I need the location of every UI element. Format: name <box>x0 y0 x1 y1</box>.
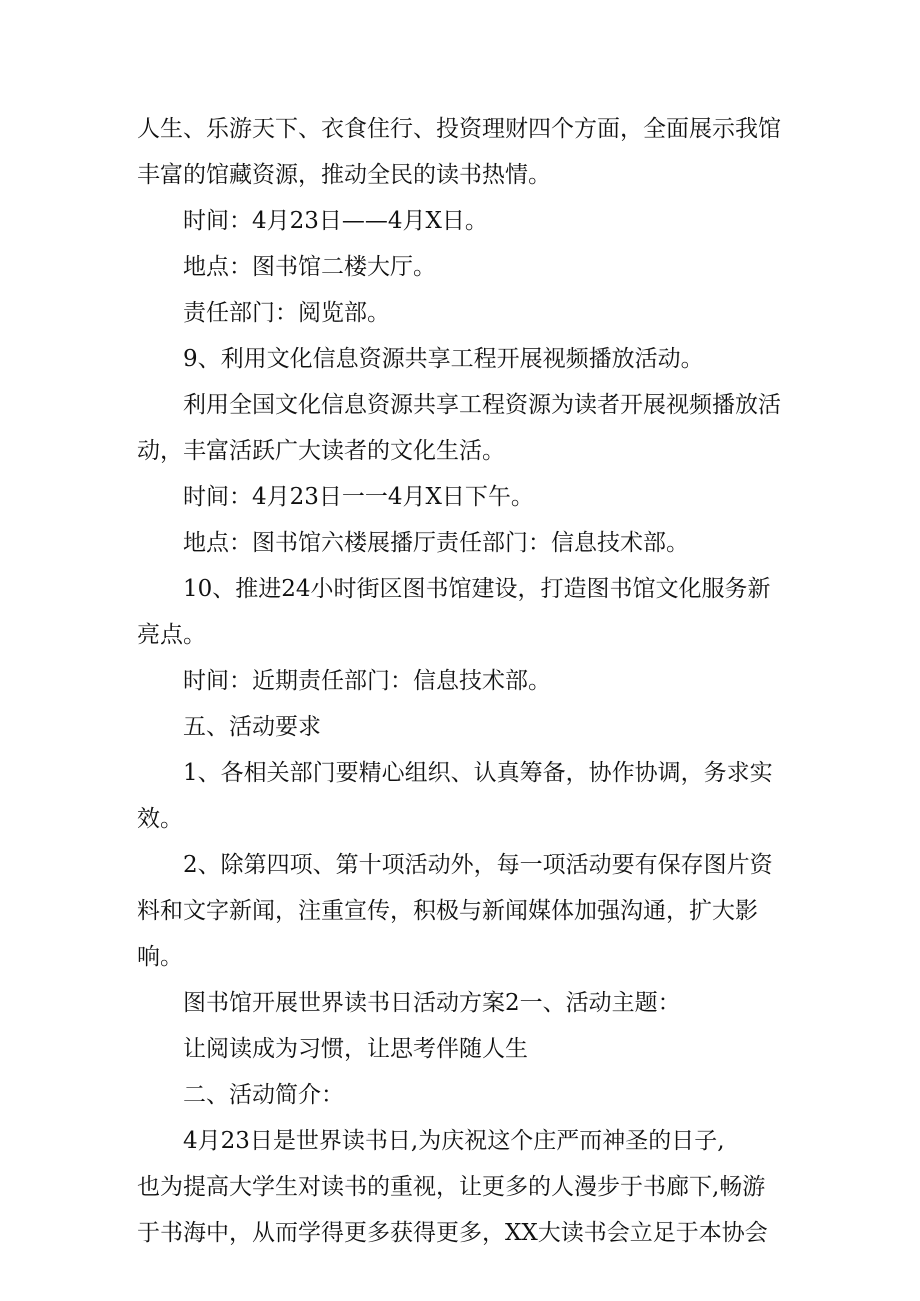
section-heading-requirements: 五、活动要求 <box>183 714 321 740</box>
paragraph-12: 1、各相关部门要精心组织、认真筹备，协作协调，务求实效。 <box>137 760 773 832</box>
paragraph-2: 时间：4月23日——4月X日。 <box>183 208 488 234</box>
paragraph-4: 责任部门：阅览部。 <box>183 300 390 326</box>
paragraph-3: 地点：图书馆二楼大厅。 <box>183 254 436 280</box>
paragraph-6: 利用全国文化信息资源共享工程资源为读者开展视频播放活动，丰富活跃广大读者的文化生活。 <box>137 392 781 464</box>
paragraph-1: 人生、乐游天下、衣食住行、投资理财四个方面，全面展示我馆丰富的馆藏资源，推动全民的读书热情。 <box>137 116 781 188</box>
paragraph-15: 让阅读成为习惯，让思考伴随人生 <box>183 1036 528 1062</box>
section-heading-introduction: 二、活动简介： <box>183 1082 344 1108</box>
paragraph-8: 地点：图书馆六楼展播厅责任部门：信息技术部。 <box>183 530 689 556</box>
paragraph-10: 时间：近期责任部门：信息技术部。 <box>183 668 551 694</box>
paragraph-9: 10、推进24小时街区图书馆建设，打造图书馆文化服务新亮点。 <box>137 576 771 648</box>
paragraph-7: 时间：4月23日一一4月X日下午。 <box>183 484 534 510</box>
paragraph-18: 也为提高大学生对读书的重视，让更多的人漫步于书廊下,畅游于书海中，从而学得更多获得更多，XX大读书会立足于本协会 <box>137 1174 768 1246</box>
paragraph-14: 图书馆开展世界读书日活动方案2一、活动主题： <box>183 990 681 1016</box>
paragraph-13: 2、除第四项、第十项活动外，每一项活动要有保存图片资料和文字新闻，注重宣传，积极与新闻媒体加强沟通，扩大影响。 <box>137 852 773 970</box>
paragraph-5: 9、利用文化信息资源共享工程开展视频播放活动。 <box>183 346 704 372</box>
document-body <box>137 106 787 1256</box>
paragraph-17: 4月23日是世界读书日,为庆祝这个庄严而神圣的日子, <box>183 1128 725 1154</box>
